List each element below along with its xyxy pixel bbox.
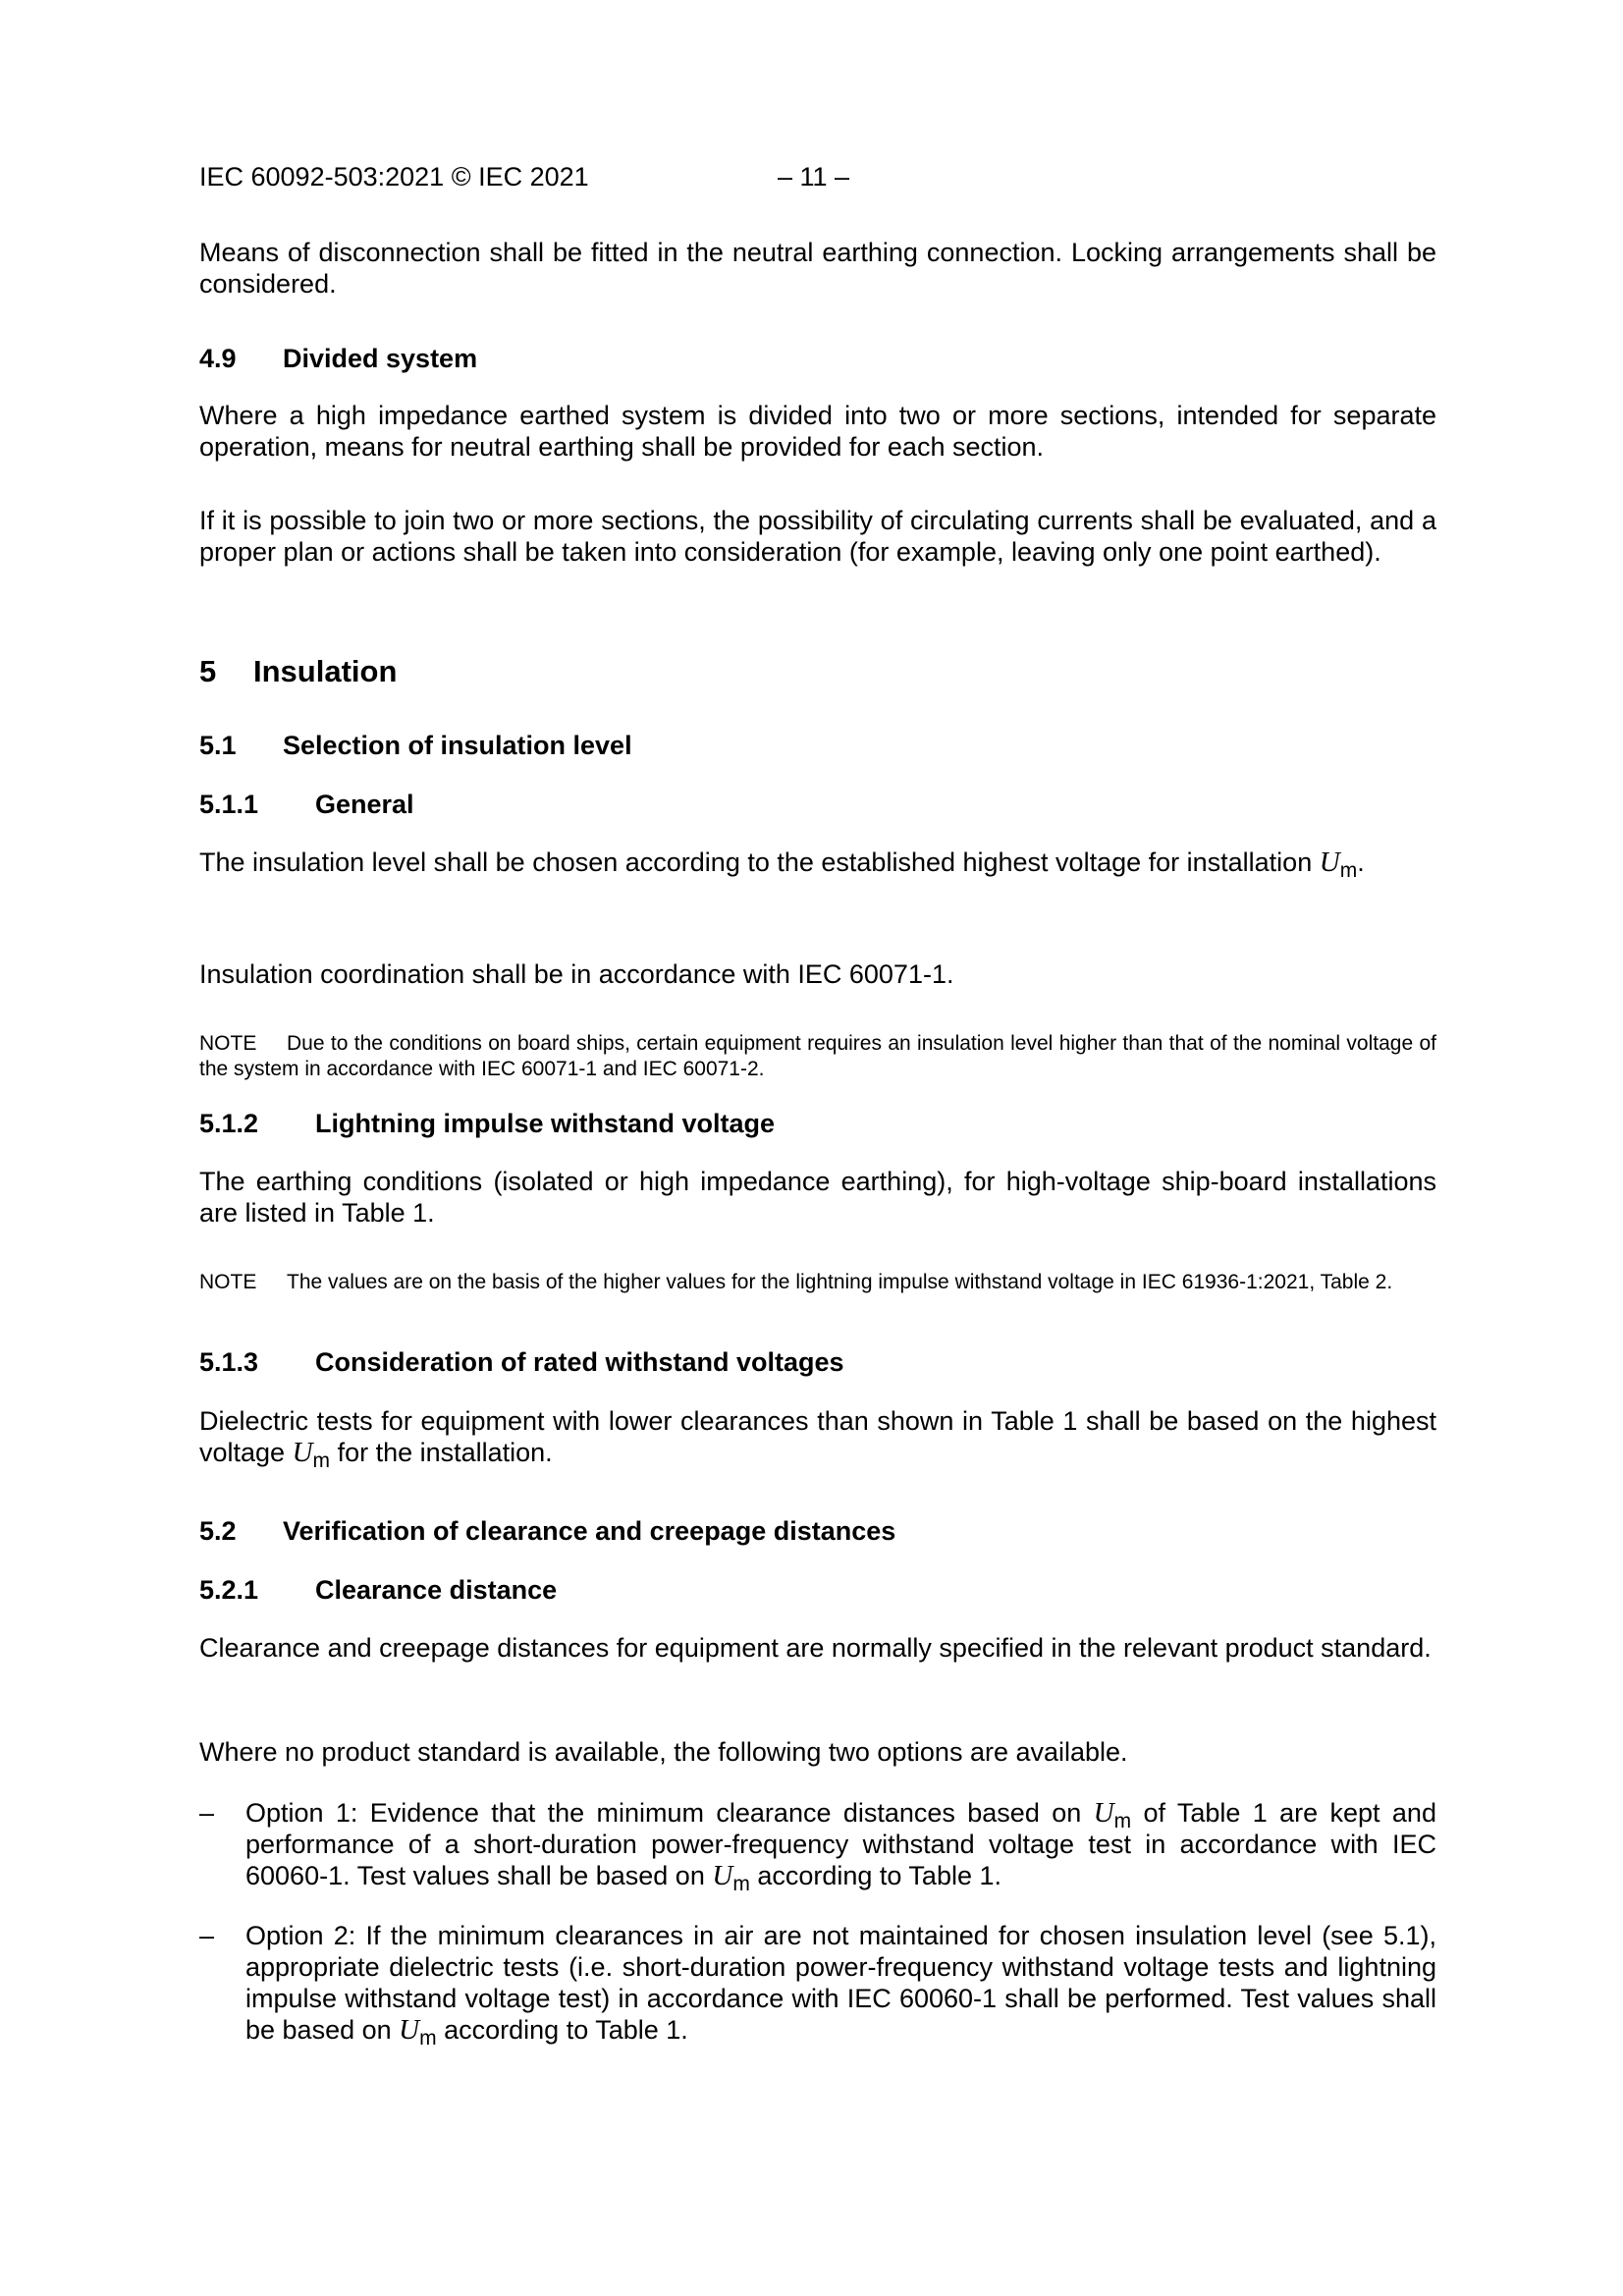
section-5-1-2-heading: [199, 1108, 1436, 1139]
section-5-1-1-heading-block: [199, 789, 1436, 820]
section-4-9-heading-block: [199, 343, 1436, 374]
section-5-2-1-title: Clearance distance: [315, 1575, 558, 1605]
section-5-1-1-paragraph-2: Insulation coordination shall be in accordance with IEC 60071-1.: [199, 959, 954, 989]
note-text: The values are on the basis of the higher values for the lightning impulse withstand voltage in IEC 61936-1:2021, Table 2.: [287, 1271, 1393, 1293]
section-5-1-2-p1-block: [199, 1166, 1436, 1229]
section-5-1-1-paragraph-1: The insulation level shall be chosen according to the established highest voltage for installation $U_m$.: [199, 847, 1365, 882]
header-doc-id: IEC 60092-503:2021 © IEC 2021: [199, 162, 589, 191]
header-page-number: – 11 –: [778, 162, 850, 191]
section-5-1-3-title: Consideration of rated withstand voltages: [315, 1347, 844, 1377]
section-5-1-1-p2-block: [199, 958, 1436, 990]
note-tag: NOTE: [199, 1032, 257, 1055]
section-5-2-1-p1-block: [199, 1632, 1436, 1664]
section-5-heading-block: [199, 654, 1436, 689]
section-5-1-1-note: [199, 1031, 1436, 1082]
section-4-9-p1-block: [199, 400, 1436, 463]
um-symbol: $U_m$: [1093, 1797, 1132, 1832]
intro-paragraph: Means of disconnection shall be fitted in the neutral earthing connection. Locking arrangements shall be considered.: [199, 238, 1436, 299]
section-5-1-heading-block: [199, 730, 1436, 761]
um-symbol: $U_m$: [399, 2014, 437, 2050]
section-4-9-title: Divided system: [283, 344, 478, 373]
section-5-1-2-note: [199, 1270, 1436, 1295]
section-5-1-heading: [199, 730, 1436, 761]
option-2-text: Option 2: If the minimum clearances in air are not maintained for chosen insulation level (see 5.1), appropriate dielectric tests (i.e. short-duration power-frequency withstand voltage tests and lightning impulse withstand voltage test) in accordance with IEC 60060-1 shall be performed. Test values shall be based on $U_m$ according to Table 1.: [245, 1921, 1436, 2050]
section-4-9-heading: [199, 343, 1436, 374]
section-5-2-title: Verification of clearance and creepage distances: [283, 1516, 896, 1546]
intro-paragraph-block: [199, 237, 1436, 300]
note-text: Due to the conditions on board ships, certain equipment requires an insulation level higher than that of the nominal voltage of the system in accordance with IEC 60071-1 and IEC 60071-2.: [199, 1032, 1436, 1080]
section-5-1-3-number: 5.1.3: [199, 1347, 259, 1377]
section-5-1-3-paragraph-1: Dielectric tests for equipment with lower clearances than shown in Table 1 shall be based on the highest voltage $U_m$ for the installation.: [199, 1406, 1436, 1472]
section-5-2-number: 5.2: [199, 1516, 237, 1546]
section-5-1-2-note-block: [199, 1270, 1436, 1295]
section-5-heading: [199, 654, 1436, 689]
section-5-2-heading: [199, 1515, 1436, 1547]
section-5-1-3-heading: [199, 1346, 1436, 1378]
section-4-9-paragraph-1: Where a high impedance earthed system is divided into two or more sections, intended for separate operation, means for neutral earthing shall be provided for each section.: [199, 401, 1436, 462]
section-5-1-title: Selection of insulation level: [283, 731, 632, 760]
section-5-2-1-paragraph-1: Clearance and creepage distances for equipment are normally specified in the relevant product standard.: [199, 1633, 1432, 1663]
section-4-9-paragraph-2: If it is possible to join two or more sections, the possibility of circulating currents shall be evaluated, and a proper plan or actions shall be taken into consideration (for example, leaving only one point earthed).: [199, 506, 1436, 567]
section-5-1-1-p1-text: The insulation level shall be chosen according to the established highest voltage for installation: [199, 847, 1313, 877]
section-5-1-1-note-block: [199, 1031, 1436, 1082]
section-5-2-heading-block: [199, 1515, 1436, 1547]
section-5-1-2-heading-block: [199, 1108, 1436, 1139]
section-4-9-number: 4.9: [199, 344, 237, 373]
page-header: [199, 161, 850, 192]
section-5-1-1-number: 5.1.1: [199, 790, 259, 819]
section-5-1-1-p1-block: [199, 847, 1436, 882]
section-5-2-1-paragraph-2: Where no product standard is available, the following two options are available.: [199, 1737, 1128, 1767]
note-tag: NOTE: [199, 1271, 257, 1293]
section-5-2-1-number: 5.2.1: [199, 1575, 259, 1605]
section-5-2-1-heading: [199, 1574, 1436, 1606]
section-5-1-number: 5.1: [199, 731, 237, 760]
list-item-option-2: [199, 1920, 1436, 2050]
list-item-option-1: [199, 1797, 1436, 1895]
section-5-1-3-p1-block: [199, 1405, 1436, 1472]
um-symbol: $U_m$: [1319, 847, 1358, 882]
section-4-9-p2-block: [199, 505, 1436, 568]
section-5-number: 5: [199, 654, 217, 688]
section-5-1-1-title: General: [315, 790, 414, 819]
option-1-text: Option 1: Evidence that the minimum clearance distances based on $U_m$ of Table 1 are kept and performance of a short-duration power-frequency withstand voltage test in accordance with IEC 60060-1. Test values shall be based on $U_m$ according to Table 1.: [245, 1797, 1436, 1895]
section-5-1-2-paragraph-1: The earthing conditions (isolated or high impedance earthing), for high-voltage ship-board installations are listed in Table 1.: [199, 1167, 1436, 1228]
section-5-1-1-heading: [199, 789, 1436, 820]
section-5-1-2-title: Lightning impulse withstand voltage: [315, 1109, 776, 1138]
section-5-1-3-heading-block: [199, 1346, 1436, 1378]
um-symbol: $U_m$: [712, 1860, 750, 1895]
section-5-2-1-heading-block: [199, 1574, 1436, 1606]
list-bullet: –: [199, 1921, 215, 1950]
um-symbol: $U_m$: [292, 1437, 331, 1472]
list-bullet: –: [199, 1798, 215, 1828]
section-5-title: Insulation: [253, 654, 398, 688]
section-5-2-1-p2-block: [199, 1736, 1436, 1768]
section-5-1-2-number: 5.1.2: [199, 1109, 259, 1138]
